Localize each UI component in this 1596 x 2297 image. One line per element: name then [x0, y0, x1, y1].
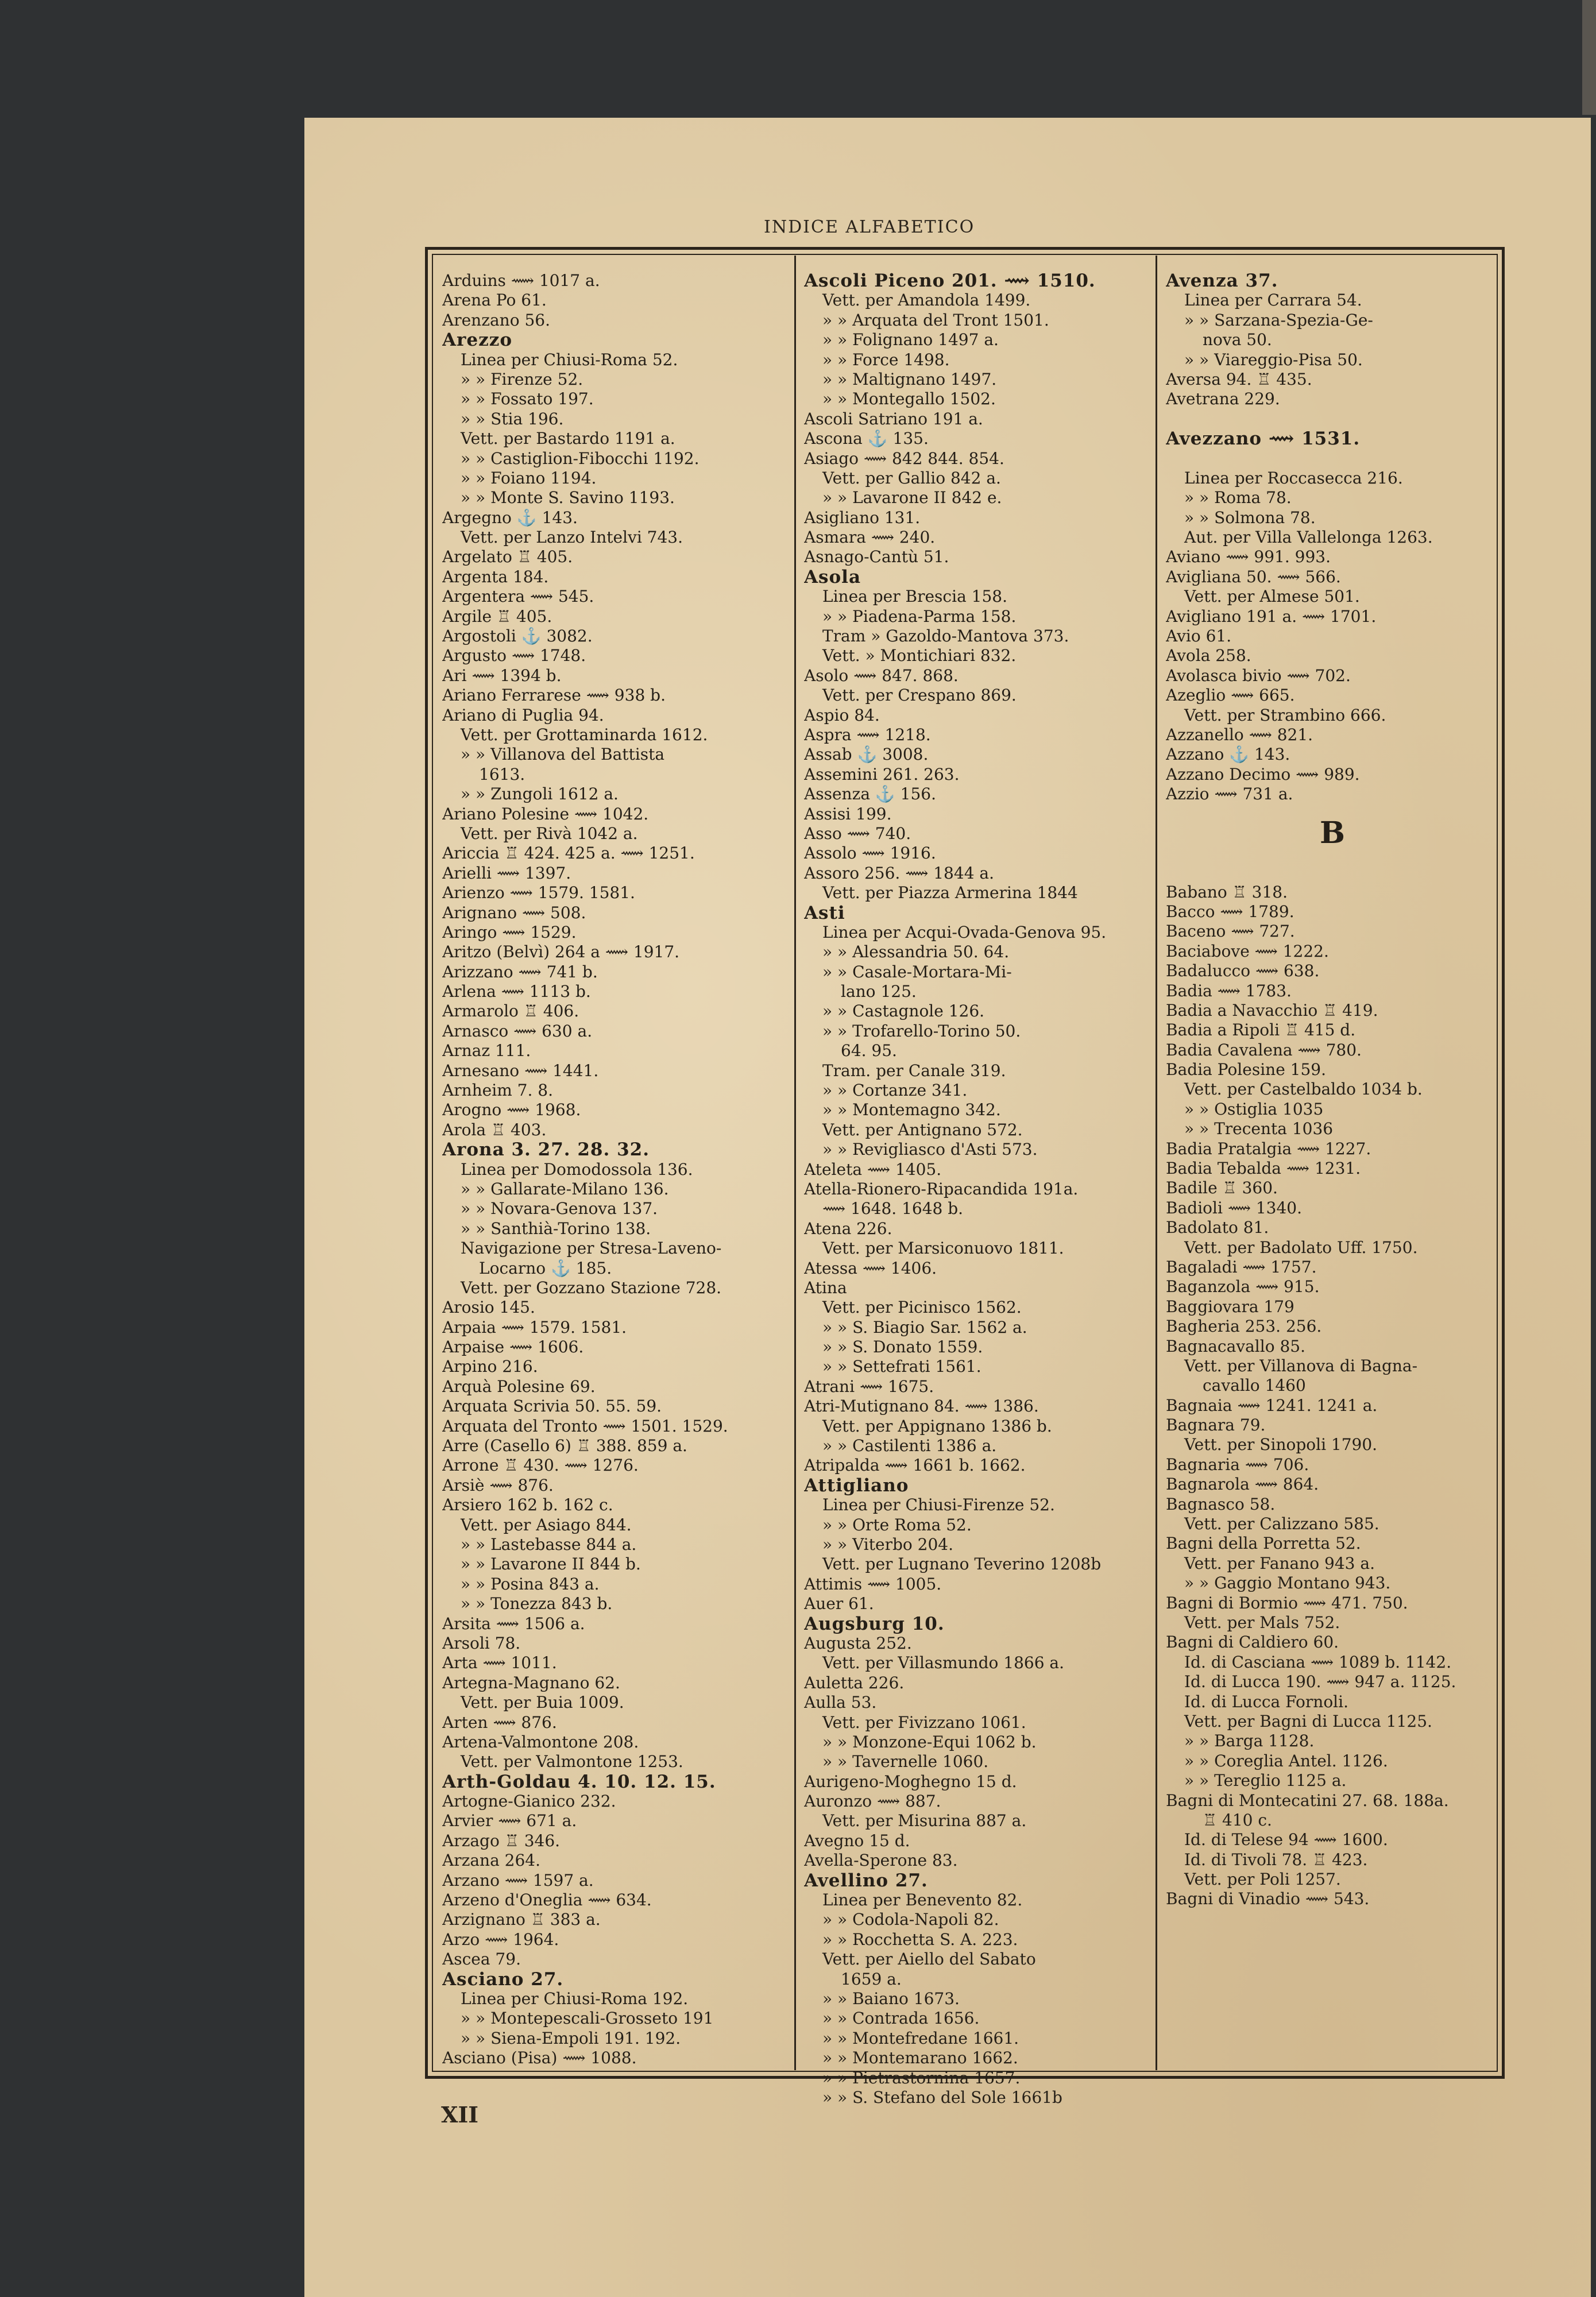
index-entry: » » Monte S. Savino 1193. — [461, 488, 675, 508]
index-entry: » » Tereglio 1125 a. — [1184, 1771, 1347, 1791]
index-entry: Avetrana 229. — [1166, 389, 1280, 409]
index-entry: Vett. per Poli 1257. — [1184, 1870, 1341, 1889]
index-entry: » » Trofarello-Torino 50. — [822, 1021, 1021, 1041]
index-entry: Avigliana 50. ⟿ 566. — [1166, 567, 1341, 586]
index-entry: Arienzo ⟿ 1579. 1581. — [442, 883, 635, 903]
index-entry: Avigliano 191 a. ⟿ 1701. — [1166, 606, 1377, 626]
index-entry: Arsita ⟿ 1506 a. — [442, 1614, 585, 1633]
index-entry: Badia Tebalda ⟿ 1231. — [1166, 1159, 1361, 1178]
index-entry: Id. di Tivoli 78. ♖ 423. — [1184, 1850, 1368, 1869]
index-entry: Attimis ⟿ 1005. — [804, 1574, 942, 1594]
index-entry: » » Castiglion-Fibocchi 1192. — [461, 448, 700, 468]
index-entry: Badia Cavalena ⟿ 780. — [1166, 1040, 1362, 1059]
index-entry: Vett. per Piazza Armerina 1844 — [822, 883, 1078, 903]
index-entry: 1659 a. — [841, 1969, 902, 1989]
column-separator-1 — [794, 256, 796, 2070]
index-entry: Bagni di Bormio ⟿ 471. 750. — [1166, 1593, 1408, 1612]
index-entry: Assenza ⚓ 156. — [804, 784, 937, 804]
index-entry: Baciabove ⟿ 1222. — [1166, 941, 1329, 961]
index-column-2 — [804, 271, 1151, 2107]
index-entry: » » Viterbo 204. — [822, 1535, 953, 1554]
index-entry: Assemini 261. 263. — [804, 764, 960, 784]
index-entry: Argenta 184. — [442, 567, 549, 586]
index-entry: Babano ♖ 318. — [1166, 882, 1288, 902]
index-entry: Bagnaria ⟿ 706. — [1166, 1455, 1309, 1474]
index-entry: Avio 61. — [1166, 627, 1232, 646]
index-entry: ⟿ 1648. 1648 b. — [822, 1199, 964, 1219]
index-entry: » » Coreglia Antel. 1126. — [1184, 1751, 1388, 1770]
index-heading: Arezzo — [442, 330, 512, 350]
index-entry: Bagni di Caldiero 60. — [1166, 1633, 1339, 1652]
index-entry: Artogne-Gianico 232. — [442, 1792, 616, 1811]
index-entry: Azzio ⟿ 731 a. — [1166, 784, 1293, 804]
index-entry: Avella-Sperone 83. — [804, 1851, 958, 1870]
index-entry: » » Castilenti 1386 a. — [822, 1436, 997, 1456]
index-entry: Arogno ⟿ 1968. — [442, 1100, 581, 1120]
index-entry: Arta ⟿ 1011. — [442, 1653, 557, 1673]
index-entry: Linea per Chiusi-Roma 192. — [461, 1989, 689, 2008]
index-entry: » » Posina 843 a. — [461, 1574, 600, 1594]
index-entry: » » S. Stefano del Sole 1661b — [822, 2087, 1062, 2107]
index-entry: » » Folignano 1497 a. — [822, 330, 999, 350]
section-letter-b: B — [1320, 815, 1345, 850]
index-entry: Asolo ⟿ 847. 868. — [804, 666, 959, 685]
index-entry: Vett. per Villanova di Bagna- — [1184, 1356, 1418, 1375]
index-entry: » » Trecenta 1036 — [1184, 1119, 1334, 1139]
index-column-3-b-entries — [1166, 883, 1499, 1909]
index-entry: Atina — [804, 1278, 847, 1297]
index-entry: Id. di Lucca 190. ⟿ 947 a. 1125. — [1184, 1672, 1456, 1692]
index-entry: » » Siena-Empoli 191. 192. — [461, 2028, 681, 2048]
index-entry: 64. 95. — [841, 1041, 897, 1061]
index-entry: Vett. per Antignano 572. — [822, 1120, 1023, 1139]
index-entry: Arten ⟿ 876. — [442, 1712, 557, 1732]
index-heading: Arona 3. 27. 28. 32. — [442, 1140, 650, 1160]
page-header: INDICE ALFABETICO — [764, 217, 975, 237]
index-entry: Bagnarola ⟿ 864. — [1166, 1475, 1319, 1494]
index-entry: Aut. per Villa Vallelonga 1263. — [1184, 528, 1433, 547]
index-entry: » » Cortanze 341. — [822, 1081, 968, 1100]
index-entry: Vett. per Marsiconuovo 1811. — [822, 1239, 1064, 1258]
index-entry: Arignano ⟿ 508. — [442, 903, 586, 922]
index-entry: Vett. per Calizzano 585. — [1184, 1514, 1379, 1534]
index-entry: Vett. per Fivizzano 1061. — [822, 1712, 1026, 1732]
index-entry: Vett. per Bagni di Lucca 1125. — [1184, 1711, 1432, 1731]
index-entry: » » Santhià-Torino 138. — [461, 1219, 651, 1238]
index-entry: » » Settefrati 1561. — [822, 1357, 981, 1376]
index-entry: Arpaise ⟿ 1606. — [442, 1337, 584, 1357]
index-heading: Avezzano ⟿ 1531. — [1166, 429, 1361, 449]
index-entry: Arnasco ⟿ 630 a. — [442, 1021, 593, 1041]
index-entry: Vett. per Asiago 844. — [461, 1515, 632, 1534]
index-entry: Vett. per Valmontone 1253. — [461, 1752, 683, 1772]
index-entry: Arzignano ♖ 383 a. — [442, 1910, 601, 1929]
index-entry: Arzana 264. — [442, 1851, 541, 1870]
index-entry: Auer 61. — [804, 1594, 874, 1614]
index-entry: Asciano (Pisa) ⟿ 1088. — [442, 2048, 637, 2068]
index-entry: » » Alessandria 50. 64. — [822, 942, 1010, 962]
index-entry: Badia a Ripoli ♖ 415 d. — [1166, 1020, 1356, 1040]
index-entry: Arenzano 56. — [442, 310, 550, 330]
index-entry: Vett. per Gozzano Stazione 728. — [461, 1278, 722, 1297]
index-entry: » » Pietrastornina 1657. — [822, 2068, 1021, 2087]
index-entry: Auletta 226. — [804, 1673, 905, 1692]
index-entry: Vett. per Grottaminarda 1612. — [461, 725, 708, 744]
index-entry: » » Novara-Genova 137. — [461, 1199, 658, 1219]
index-entry: Bagni della Porretta 52. — [1166, 1534, 1361, 1553]
index-entry: Aspio 84. — [804, 705, 880, 725]
index-entry: Arre (Casello 6) ♖ 388. 859 a. — [442, 1436, 687, 1456]
index-entry: » » S. Donato 1559. — [822, 1337, 983, 1357]
index-entry: Arnesano ⟿ 1441. — [442, 1061, 599, 1080]
index-entry: Badia a Navacchio ♖ 419. — [1166, 1000, 1378, 1020]
index-entry: » » Lavarone II 842 e. — [822, 488, 1002, 508]
index-entry: Azzano Decimo ⟿ 989. — [1166, 764, 1360, 784]
index-entry: Argusto ⟿ 1748. — [442, 646, 586, 666]
index-entry: Arquata del Tronto ⟿ 1501. 1529. — [442, 1416, 728, 1436]
index-entry: Arvier ⟿ 671 a. — [442, 1811, 577, 1831]
index-column-1 — [442, 271, 790, 2068]
index-entry: » » Montefredane 1661. — [822, 2028, 1019, 2048]
index-entry: Aurigeno-Moghegno 15 d. — [804, 1772, 1017, 1791]
index-entry: Azzanello ⟿ 821. — [1166, 725, 1313, 744]
index-entry: » » Lavarone II 844 b. — [461, 1554, 641, 1574]
index-entry: Arsoli 78. — [442, 1633, 521, 1653]
index-column-3-a-entries — [1166, 271, 1499, 805]
index-heading: Asciano 27. — [442, 1969, 564, 1989]
index-entry: Navigazione per Stresa-Laveno- — [461, 1239, 722, 1258]
index-entry: Baggiovara 179 — [1166, 1297, 1294, 1316]
index-entry: » » Casale-Mortara-Mi- — [822, 962, 1012, 981]
column-separator-2 — [1156, 256, 1157, 2070]
index-entry: Arrone ♖ 430. ⟿ 1276. — [442, 1456, 639, 1475]
index-entry: Argile ♖ 405. — [442, 606, 552, 626]
index-entry: Atrani ⟿ 1675. — [804, 1376, 934, 1396]
index-entry: Baceno ⟿ 727. — [1166, 922, 1295, 941]
index-entry: Vett. per Villasmundo 1866 a. — [822, 1653, 1065, 1673]
index-entry: Vett. per Rivà 1042 a. — [461, 823, 638, 843]
index-entry: Arquà Polesine 69. — [442, 1376, 596, 1396]
index-entry: » » Maltignano 1497. — [822, 369, 997, 389]
index-entry: Ascoli Satriano 191 a. — [804, 409, 983, 428]
index-entry: Badalucco ⟿ 638. — [1166, 961, 1320, 981]
index-entry: Aviano ⟿ 991. 993. — [1166, 547, 1331, 567]
index-entry: Bacco ⟿ 1789. — [1166, 902, 1294, 921]
index-entry: » » Contrada 1656. — [822, 2009, 980, 2028]
index-entry: Bagnara 79. — [1166, 1416, 1266, 1435]
index-entry: Ariccia ♖ 424. 425 a. ⟿ 1251. — [442, 844, 695, 863]
index-entry: Badia Pratalgia ⟿ 1227. — [1166, 1139, 1371, 1158]
index-entry: Id. di Casciana ⟿ 1089 b. 1142. — [1184, 1652, 1452, 1672]
index-entry: Arzeno d'Oneglia ⟿ 634. — [442, 1890, 652, 1910]
index-entry: Vett. per Buia 1009. — [461, 1693, 624, 1712]
index-entry: Assisi 199. — [804, 804, 892, 823]
index-entry: Arzago ♖ 346. — [442, 1831, 561, 1850]
index-entry: Ascona ⚓ 135. — [804, 429, 929, 448]
index-entry: Assoro 256. ⟿ 1844 a. — [804, 863, 994, 883]
index-entry: » » Tavernelle 1060. — [822, 1752, 989, 1772]
index-entry: Vett. per Amandola 1499. — [822, 291, 1031, 310]
index-entry: Aringo ⟿ 1529. — [442, 922, 577, 942]
index-entry: Aversa 94. ♖ 435. — [1166, 369, 1312, 389]
index-entry: Argelato ♖ 405. — [442, 547, 573, 567]
index-entry: ♖ 410 c. — [1203, 1810, 1272, 1830]
index-entry: » » Tonezza 843 b. — [461, 1594, 613, 1614]
index-entry: Badolato 81. — [1166, 1218, 1269, 1238]
index-entry: Vett. per Misurina 887 a. — [822, 1811, 1027, 1831]
index-entry: Bagnaia ⟿ 1241. 1241 a. — [1166, 1395, 1378, 1415]
index-entry: Linea per Brescia 158. — [822, 587, 1007, 606]
index-entry: » » Castagnole 126. — [822, 1001, 985, 1021]
index-entry: Arduins ⟿ 1017 a. — [442, 271, 600, 290]
index-entry: Locarno ⚓ 185. — [479, 1258, 612, 1278]
index-entry: Aritzo (Belvì) 264 a ⟿ 1917. — [442, 942, 680, 962]
index-entry: » » Montegallo 1502. — [822, 389, 996, 409]
index-entry: Arosio 145. — [442, 1298, 535, 1317]
index-entry: » » Monzone-Equi 1062 b. — [822, 1732, 1037, 1751]
index-heading: Ascoli Piceno 201. ⟿ 1510. — [804, 271, 1096, 291]
index-heading: Attigliano — [804, 1475, 909, 1496]
index-entry: » » Stia 196. — [461, 409, 564, 428]
index-entry: Azeglio ⟿ 665. — [1166, 686, 1295, 705]
index-entry: » » Gallarate-Milano 136. — [461, 1179, 669, 1198]
index-entry: Assolo ⟿ 1916. — [804, 844, 936, 863]
index-entry: Bagnacavallo 85. — [1166, 1336, 1306, 1356]
index-heading: Avenza 37. — [1166, 271, 1278, 291]
index-entry: Arlena ⟿ 1113 b. — [442, 982, 591, 1001]
index-entry: » » Sarzana-Spezia-Ge- — [1184, 310, 1373, 330]
index-entry: Avegno 15 d. — [804, 1831, 910, 1850]
index-entry: » » Gaggio Montano 943. — [1184, 1573, 1391, 1593]
index-entry: » » Montemagno 342. — [822, 1100, 1001, 1120]
index-entry: Aspra ⟿ 1218. — [804, 725, 931, 744]
index-entry: Asnago-Cantù 51. — [804, 547, 949, 567]
index-entry: Vett. per Picinisco 1562. — [822, 1298, 1022, 1317]
index-entry: Vett. per Aiello del Sabato — [822, 1950, 1036, 1969]
index-entry: Atella-Rionero-Ripacandida 191a. — [804, 1179, 1079, 1198]
index-entry: » » Revigliasco d'Asti 573. — [822, 1140, 1038, 1159]
index-entry: » » Firenze 52. — [461, 369, 583, 389]
index-entry: Assab ⚓ 3008. — [804, 745, 929, 764]
index-entry: Argegno ⚓ 143. — [442, 508, 578, 527]
index-entry: » » Force 1498. — [822, 350, 950, 369]
index-entry: Armarolo ♖ 406. — [442, 1001, 579, 1021]
index-entry: Vett. per Crespano 869. — [822, 686, 1017, 705]
index-entry: Vett. per Lanzo Intelvi 743. — [461, 528, 683, 547]
index-entry: Vett. per Appignano 1386 b. — [822, 1416, 1052, 1436]
index-entry: Linea per Acqui-Ovada-Genova 95. — [822, 922, 1107, 942]
index-entry: » » Piadena-Parma 158. — [822, 606, 1017, 626]
index-entry: Linea per Roccasecca 216. — [1184, 468, 1403, 488]
index-entry: lano 125. — [841, 982, 917, 1001]
index-entry: Vett. per Gallio 842 a. — [822, 468, 1001, 488]
index-entry: » » Fossato 197. — [461, 389, 594, 409]
index-entry: Linea per Carrara 54. — [1184, 291, 1362, 310]
index-entry: Vett. per Mals 752. — [1184, 1613, 1340, 1632]
index-entry: » » Zungoli 1612 a. — [461, 784, 619, 804]
index-entry: Atri-Mutignano 84. ⟿ 1386. — [804, 1397, 1039, 1416]
index-entry: Vett. per Strambino 666. — [1184, 705, 1386, 725]
index-entry: Augusta 252. — [804, 1633, 912, 1653]
index-entry: Vett. per Castelbaldo 1034 b. — [1184, 1080, 1423, 1099]
index-entry: Vett. per Fanano 943 a. — [1184, 1553, 1375, 1573]
index-entry: Arizzano ⟿ 741 b. — [442, 962, 598, 981]
spacer — [1166, 409, 1499, 429]
index-entry: Bagni di Vinadio ⟿ 543. — [1166, 1889, 1370, 1909]
index-entry: Ateleta ⟿ 1405. — [804, 1159, 942, 1179]
index-entry: Badioli ⟿ 1340. — [1166, 1198, 1303, 1217]
index-entry: Argentera ⟿ 545. — [442, 587, 594, 606]
index-entry: Id. di Lucca Fornoli. — [1184, 1692, 1348, 1711]
index-entry: Arquata Scrivia 50. 55. 59. — [442, 1397, 662, 1416]
index-entry: cavallo 1460 — [1203, 1376, 1306, 1395]
index-entry: Arnheim 7. 8. — [442, 1081, 553, 1100]
index-entry: Argostoli ⚓ 3082. — [442, 627, 593, 646]
index-entry: Asso ⟿ 740. — [804, 823, 911, 843]
index-entry: Badia ⟿ 1783. — [1166, 981, 1292, 1000]
index-entry: Linea per Chiusi-Firenze 52. — [822, 1495, 1055, 1515]
index-entry: » » Rocchetta S. A. 223. — [822, 1929, 1018, 1949]
index-entry: Vett. per Bastardo 1191 a. — [461, 429, 675, 448]
index-entry: » » Barga 1128. — [1184, 1731, 1315, 1751]
index-entry: Bagnasco 58. — [1166, 1494, 1276, 1514]
index-entry: Badia Polesine 159. — [1166, 1060, 1327, 1080]
index-entry: Atripalda ⟿ 1661 b. 1662. — [804, 1456, 1026, 1475]
page-number: XII — [441, 2102, 479, 2128]
index-entry: Vett. per Sinopoli 1790. — [1184, 1435, 1378, 1455]
index-entry: » » Villanova del Battista — [461, 745, 665, 764]
index-entry: Arsiè ⟿ 876. — [442, 1475, 554, 1495]
index-entry: 1613. — [479, 764, 525, 784]
index-entry: Linea per Chiusi-Roma 52. — [461, 350, 678, 369]
index-entry: Arsiero 162 b. 162 c. — [442, 1495, 613, 1515]
index-entry: Ari ⟿ 1394 b. — [442, 666, 562, 685]
index-entry: Ascea 79. — [442, 1950, 521, 1969]
index-entry: Atena 226. — [804, 1219, 892, 1238]
index-entry: Arielli ⟿ 1397. — [442, 863, 571, 883]
index-heading: Asola — [804, 567, 861, 587]
index-entry: Artena-Valmontone 208. — [442, 1732, 639, 1751]
index-entry: Aulla 53. — [804, 1693, 877, 1712]
index-entry: Vett. per Badolato Uff. 1750. — [1184, 1238, 1418, 1257]
index-entry: » » Orte Roma 52. — [822, 1515, 972, 1534]
index-entry: » » Solmona 78. — [1184, 508, 1316, 527]
index-entry: Vett. » Montichiari 832. — [822, 646, 1017, 666]
index-column-3 — [1166, 271, 1499, 2068]
index-entry: Linea per Benevento 82. — [822, 1890, 1023, 1910]
index-entry: Arzano ⟿ 1597 a. — [442, 1870, 594, 1890]
index-entry: » » Lastebasse 844 a. — [461, 1535, 637, 1554]
index-entry: nova 50. — [1203, 330, 1272, 350]
index-entry: Arpino 216. — [442, 1357, 538, 1376]
index-entry: » » Foiano 1194. — [461, 468, 597, 488]
index-entry: » » Ostiglia 1035 — [1184, 1099, 1324, 1119]
adjacent-page-edge — [1582, 0, 1596, 115]
index-entry: Arnaz 111. — [442, 1041, 531, 1061]
index-heading: Avellino 27. — [804, 1870, 928, 1891]
index-entry: Arena Po 61. — [442, 291, 547, 310]
spacer — [1166, 449, 1499, 469]
index-entry: » » Arquata del Tront 1501. — [822, 310, 1049, 330]
index-entry: Vett. per Lugnano Teverino 1208b — [822, 1554, 1102, 1574]
index-heading: Augsburg 10. — [804, 1614, 945, 1634]
index-entry: Asmara ⟿ 240. — [804, 528, 936, 547]
index-entry: » » Montepescali-Grosseto 191 — [461, 2009, 714, 2028]
index-entry: » » Roma 78. — [1184, 488, 1292, 508]
index-entry: » » S. Biagio Sar. 1562 a. — [822, 1317, 1027, 1337]
index-entry: Avolasca bivio ⟿ 702. — [1166, 666, 1351, 685]
index-entry: Ariano Ferrarese ⟿ 938 b. — [442, 686, 666, 705]
index-entry: Atessa ⟿ 1406. — [804, 1258, 937, 1278]
index-entry: Arola ♖ 403. — [442, 1120, 547, 1139]
index-entry: Avola 258. — [1166, 646, 1251, 666]
index-entry: Auronzo ⟿ 887. — [804, 1792, 941, 1811]
index-heading: Arth-Goldau 4. 10. 12. 15. — [442, 1772, 716, 1792]
index-entry: » » Baiano 1673. — [822, 1989, 960, 2008]
index-entry: Asigliano 131. — [804, 508, 921, 527]
index-entry: Azzano ⚓ 143. — [1166, 745, 1290, 764]
index-entry: Bagheria 253. 256. — [1166, 1317, 1322, 1336]
index-heading: Asti — [804, 903, 845, 923]
index-entry: Bagaladi ⟿ 1757. — [1166, 1257, 1317, 1277]
index-entry: Bagni di Montecatini 27. 68. 188a. — [1166, 1791, 1449, 1810]
index-entry: » » Codola-Napoli 82. — [822, 1910, 999, 1929]
index-entry: Arpaia ⟿ 1579. 1581. — [442, 1317, 627, 1337]
index-entry: Ariano Polesine ⟿ 1042. — [442, 804, 649, 823]
index-entry: Id. di Telese 94 ⟿ 1600. — [1184, 1830, 1388, 1850]
index-entry: » » Montemarano 1662. — [822, 2048, 1018, 2068]
index-entry: Linea per Domodossola 136. — [461, 1159, 693, 1179]
index-entry: Tram. per Canale 319. — [822, 1061, 1006, 1080]
index-entry: » » Viareggio-Pisa 50. — [1184, 350, 1363, 369]
index-entry: Baganzola ⟿ 915. — [1166, 1277, 1320, 1297]
index-entry: Arzo ⟿ 1964. — [442, 1929, 559, 1949]
index-entry: Vett. per Almese 501. — [1184, 587, 1360, 606]
index-entry: Badile ♖ 360. — [1166, 1178, 1278, 1198]
index-entry: Asiago ⟿ 842 844. 854. — [804, 448, 1004, 468]
index-entry: Ariano di Puglia 94. — [442, 705, 604, 725]
index-entry: Tram » Gazoldo-Mantova 373. — [822, 627, 1069, 646]
index-entry: Artegna-Magnano 62. — [442, 1673, 620, 1692]
